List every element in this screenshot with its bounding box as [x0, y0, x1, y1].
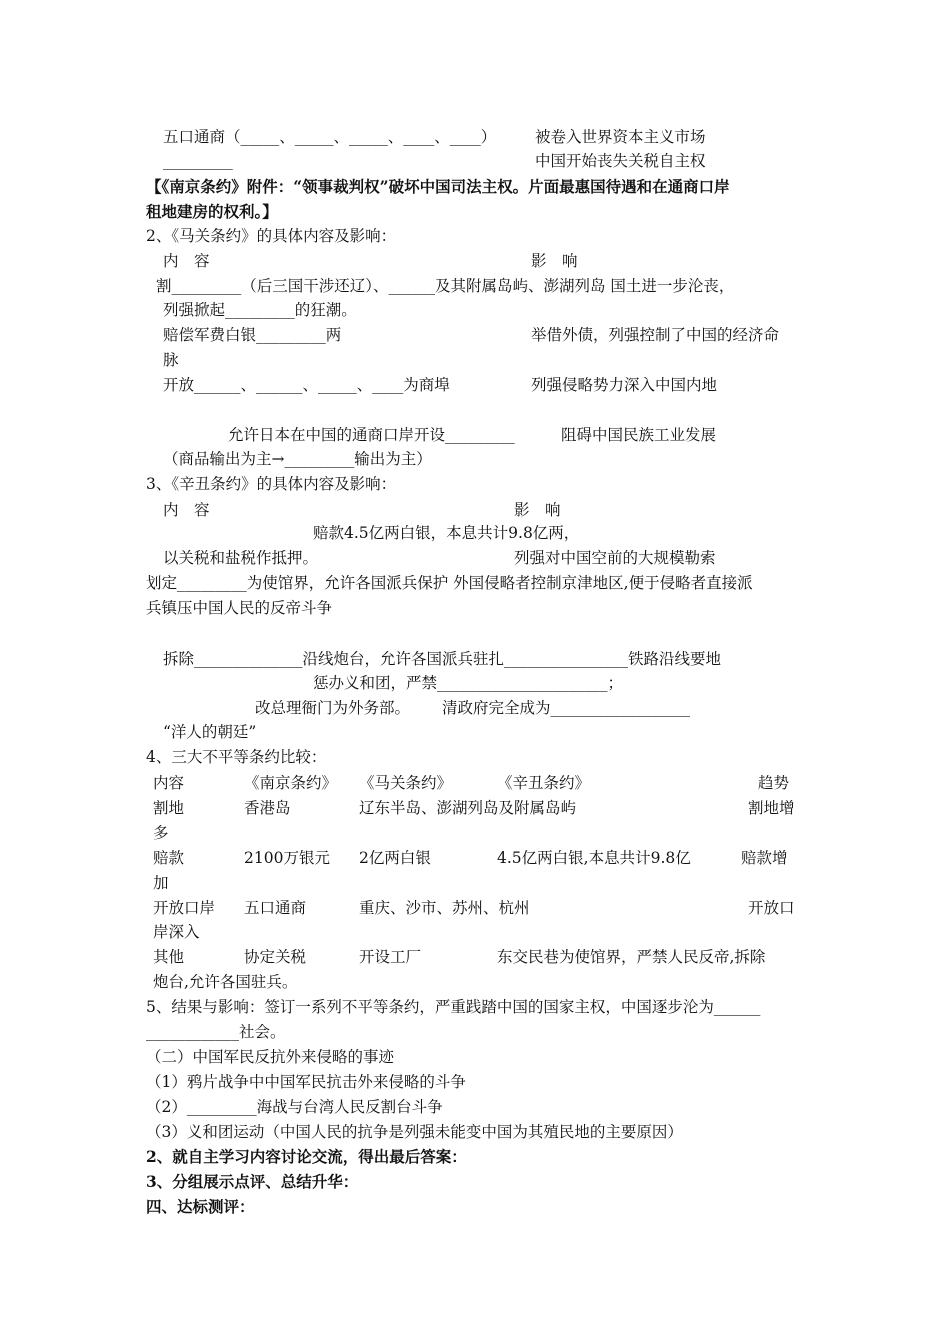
- text-line: 2100万银元: [244, 849, 330, 867]
- text-line: 内 容: [163, 501, 210, 519]
- text-line: 四、达标测评：: [146, 1197, 255, 1216]
- text-line: 《南京条约》: [244, 774, 338, 792]
- text-line: 影 响: [531, 252, 578, 270]
- text-line: 割地增: [748, 799, 795, 817]
- text-line: 划定_________为使馆界，允许各国派兵保护 外国侵略者控制京津地区,便于侵略者直接派: [146, 574, 753, 592]
- text-line: “洋人的朝廷”: [163, 723, 257, 741]
- text-line: 赔款增: [741, 849, 788, 867]
- text-line: 内容: [153, 774, 185, 792]
- text-line: 举借外债，列强控制了中国的经济命: [531, 326, 780, 344]
- text-line: 4.5亿两白银,本息共计9.8亿: [497, 849, 691, 867]
- text-line: 2、《马关条约》的具体内容及影响：: [146, 227, 397, 245]
- text-line: 趋势: [758, 774, 790, 792]
- text-line: 五口通商: [244, 899, 307, 917]
- text-line: 被卷入世界资本主义市场: [535, 128, 706, 146]
- text-line: 加: [153, 874, 169, 892]
- text-line: 租地建房的权利。】: [146, 202, 278, 221]
- text-line: 中国开始丧失关税自主权: [535, 152, 706, 170]
- text-line: 重庆、沙市、苏州、杭州: [359, 899, 530, 917]
- text-line: 4、三大不平等条约比较：: [146, 748, 327, 766]
- text-line: 3、分组展示点评、总结升华：: [146, 1172, 359, 1191]
- text-line: 5、结果与影响：签订一系列不平等条约，严重践踏中国的国家主权，中国逐步沦为______: [146, 998, 761, 1016]
- text-line: 以关税和盐税作抵押。: [163, 549, 319, 567]
- text-line: 炮台,允许各国驻兵。: [153, 973, 298, 991]
- text-line: （2）_________海战与台湾人民反割台斗争: [146, 1098, 443, 1116]
- text-line: 赔偿军费白银_________两: [163, 326, 342, 344]
- text-line: 惩办义和团，严禁______________________；: [313, 674, 624, 692]
- text-line: （3）义和团运动（中国人民的抗争是列强未能变中国为其殖民地的主要原因）: [146, 1123, 683, 1141]
- text-line: 割_________（后三国干涉还辽）、______及其附属岛屿、澎湖列岛 国土进一步沦丧，: [156, 277, 735, 295]
- text-line: _________: [163, 152, 233, 170]
- text-line: （1）鸦片战争中中国军民抗击外来侵略的斗争: [146, 1073, 466, 1091]
- text-line: 阻碍中国民族工业发展: [561, 426, 717, 444]
- text-line: （二）中国军民反抗外来侵略的事迹: [146, 1048, 395, 1066]
- text-line: 多: [153, 824, 169, 842]
- text-line: 《辛丑条约》: [497, 774, 591, 792]
- text-line: 割地: [153, 799, 185, 817]
- text-line: 赔款: [153, 849, 185, 867]
- text-line: 影 响: [514, 501, 561, 519]
- text-line: 香港岛: [244, 799, 291, 817]
- text-line: 开设工厂: [359, 948, 422, 966]
- text-line: 2、就自主学习内容讨论交流，得出最后答案：: [146, 1147, 467, 1166]
- text-line: ____________社会。: [146, 1023, 286, 1041]
- text-line: （商品输出为主→_________输出为主）: [163, 450, 432, 468]
- text-line: 拆除______________沿线炮台，允许各国派兵驻扎________________铁路沿线要地: [163, 650, 722, 668]
- text-line: 内 容: [163, 252, 210, 270]
- text-line: 《马关条约》: [359, 774, 453, 792]
- text-line: 列强掀起_________的狂潮。: [163, 301, 357, 319]
- text-line: 赔款4.5亿两白银，本息共计9.8亿两，: [313, 524, 580, 542]
- text-line: 协定关税: [244, 948, 307, 966]
- text-line: 开放口: [748, 899, 795, 917]
- text-line: 开放口岸: [153, 899, 216, 917]
- text-line: 改总理衙门为外务部。: [255, 699, 411, 717]
- text-line: 列强对中国空前的大规模勒索: [514, 549, 716, 567]
- text-line: 列强侵略势力深入中国内地: [531, 376, 718, 394]
- text-line: 辽东半岛、澎湖列岛及附属岛屿: [359, 799, 577, 817]
- text-line: 东交民巷为使馆界，严禁人民反帝,拆除: [497, 948, 766, 966]
- text-line: 2亿两白银: [359, 849, 431, 867]
- text-line: 【《南京条约》附件：“领事裁判权”破坏中国司法主权。片面最惠国待遇和在通商口岸: [146, 177, 730, 196]
- text-line: 其他: [153, 948, 185, 966]
- text-line: 脉: [163, 351, 179, 369]
- text-line: 岸深入: [153, 923, 200, 941]
- text-line: 允许日本在中国的通商口岸开设_________: [228, 426, 515, 444]
- text-line: 3、《辛丑条约》的具体内容及影响：: [146, 475, 397, 493]
- text-line: 清政府完全成为__________________: [442, 699, 691, 717]
- text-line: 兵镇压中国人民的反帝斗争: [146, 599, 333, 617]
- text-line: 开放______、______、_____、____为商埠: [163, 376, 450, 394]
- text-line: 五口通商（_____、_____、_____、____、____）: [163, 128, 497, 146]
